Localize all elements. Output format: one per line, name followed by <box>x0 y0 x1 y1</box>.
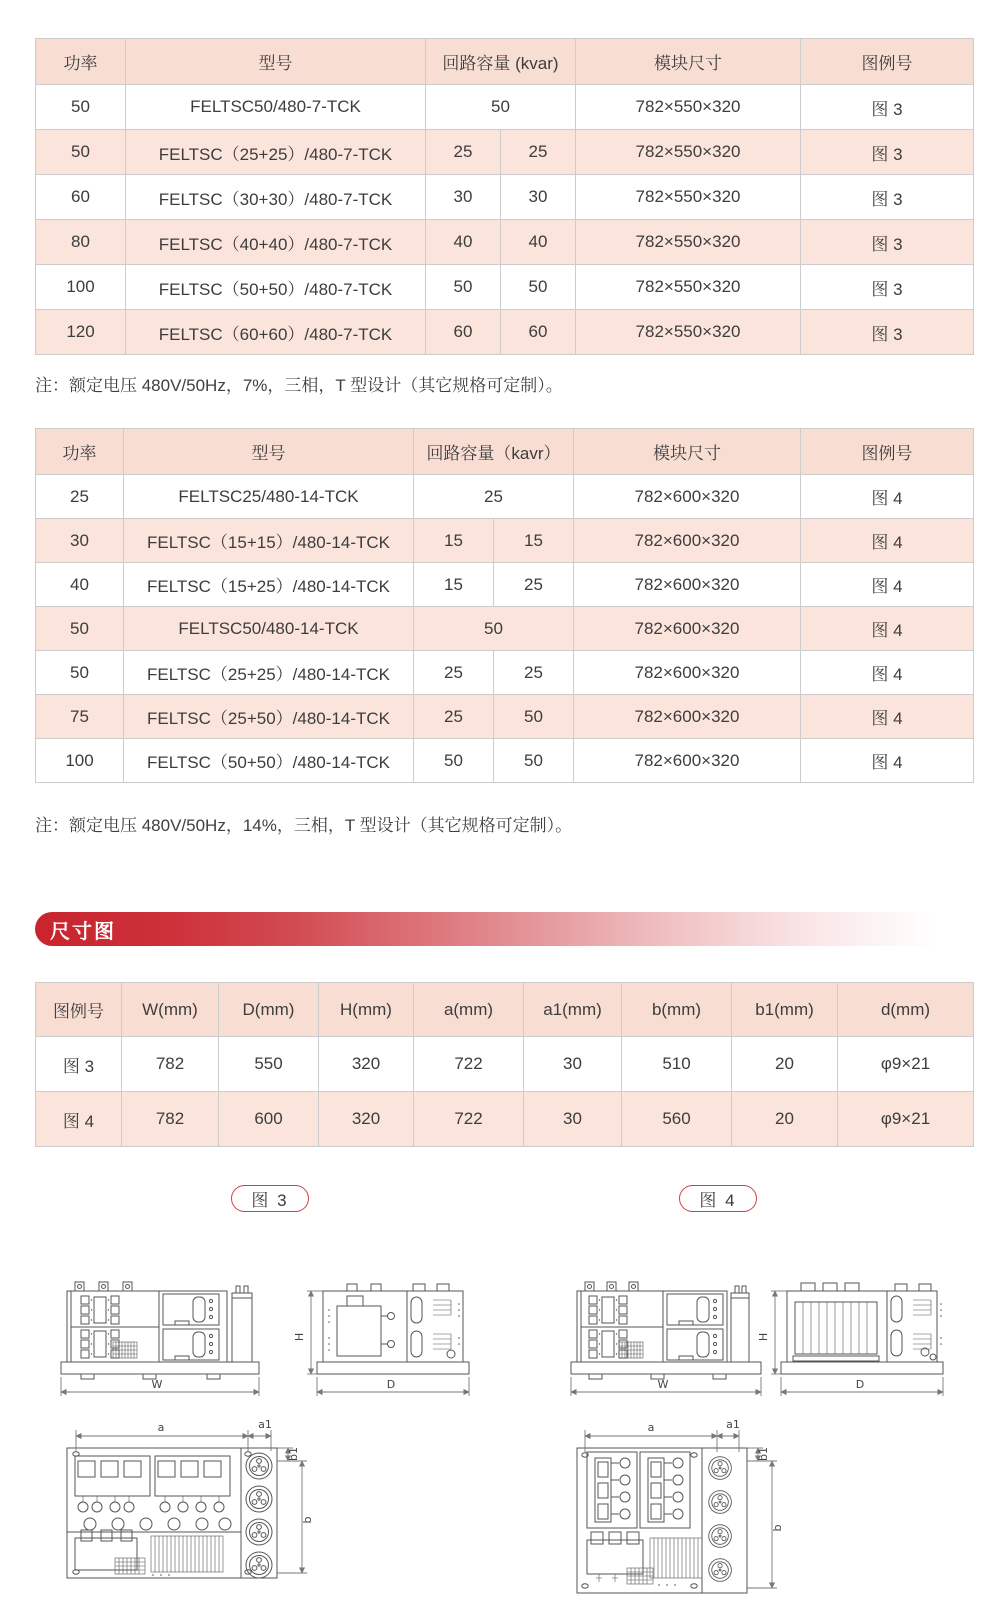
col-header-capacity: 回路容量（kavr） <box>414 429 574 475</box>
figure-cell: 图 4 <box>36 1092 122 1147</box>
size-cell: 782×600×320 <box>574 519 801 563</box>
figure4-pill-label <box>679 1185 757 1212</box>
size-cell: 782×550×320 <box>576 220 801 265</box>
capacity-cell: 25 <box>494 651 574 695</box>
svg-text:a: a <box>647 1421 655 1434</box>
size-cell: 782×600×320 <box>574 651 801 695</box>
figure4-d-dimension <box>781 1377 943 1396</box>
table-row <box>36 310 974 355</box>
size-cell: 782×550×320 <box>576 265 801 310</box>
table-row <box>36 220 974 265</box>
dimension-table <box>35 982 974 1147</box>
svg-text:b1: b1 <box>287 1447 300 1461</box>
a-cell: 722 <box>414 1092 524 1147</box>
figure-cell: 图 3 <box>801 310 974 355</box>
capacity-cell: 15 <box>494 519 574 563</box>
capacity-cell: 25 <box>414 651 494 695</box>
capacity-cell: 60 <box>501 310 576 355</box>
capacity-cell: 60 <box>426 310 501 355</box>
w-cell: 782 <box>122 1037 219 1092</box>
figure-cell: 图 4 <box>801 563 974 607</box>
capacity-cell: 25 <box>414 695 494 739</box>
table-row <box>36 130 974 175</box>
figure-cell: 图 4 <box>801 519 974 563</box>
table-row <box>36 519 974 563</box>
col-header-b: b(mm) <box>622 983 732 1037</box>
capacity-cell: 50 <box>501 265 576 310</box>
size-cell: 782×550×320 <box>576 310 801 355</box>
svg-text:H: H <box>293 1332 306 1342</box>
figure3-b-dimension <box>277 1447 314 1573</box>
power-cell: 50 <box>36 85 126 130</box>
svg-text:D: D <box>855 1378 865 1391</box>
capacity-cell: 50 <box>426 265 501 310</box>
model-cell: FELTSC（25+25）/480-7-TCK <box>126 130 426 175</box>
capacity-cell: 30 <box>501 175 576 220</box>
svg-text:H: H <box>757 1332 770 1342</box>
h-cell: 320 <box>319 1092 414 1147</box>
power-cell: 60 <box>36 175 126 220</box>
figure3-label: 图 3 <box>251 1191 289 1210</box>
svg-text:b: b <box>301 1516 314 1524</box>
capacity-cell: 15 <box>414 563 494 607</box>
figure-cell: 图 3 <box>801 85 974 130</box>
capacity-table-7pct <box>35 38 974 355</box>
col-header-a: a(mm) <box>414 983 524 1037</box>
power-cell: 100 <box>36 739 124 783</box>
figure4-w-dimension <box>571 1377 761 1396</box>
figure-cell: 图 4 <box>801 475 974 519</box>
h-cell: 320 <box>319 1037 414 1092</box>
model-cell: FELTSC（60+60）/480-7-TCK <box>126 310 426 355</box>
d-cell: 550 <box>219 1037 319 1092</box>
figure-cell: 图 4 <box>801 695 974 739</box>
capacity-cell: 50 <box>494 739 574 783</box>
table-row <box>36 607 974 651</box>
figure-cell: 图 4 <box>801 651 974 695</box>
svg-text:b: b <box>771 1524 784 1532</box>
dhole-cell: φ9×21 <box>838 1037 974 1092</box>
table-row <box>36 175 974 220</box>
size-cell: 782×600×320 <box>574 475 801 519</box>
capacity-cell: 25 <box>426 130 501 175</box>
figure-cell: 图 3 <box>801 265 974 310</box>
figure4-b-dimension <box>747 1447 784 1588</box>
power-cell: 100 <box>36 265 126 310</box>
model-cell: FELTSC（50+50）/480-14-TCK <box>124 739 414 783</box>
col-header-a1: a1(mm) <box>524 983 622 1037</box>
power-cell: 50 <box>36 130 126 175</box>
figure4-side-view <box>781 1283 943 1374</box>
table-row <box>36 1092 974 1147</box>
model-cell: FELTSC25/480-14-TCK <box>124 475 414 519</box>
table-row <box>36 563 974 607</box>
capacity-cell: 25 <box>494 563 574 607</box>
figure3-d-dimension <box>317 1377 469 1396</box>
svg-text:W: W <box>151 1378 163 1391</box>
size-cell: 782×550×320 <box>576 85 801 130</box>
section-banner-dimensions <box>35 912 963 946</box>
svg-text:a1: a1 <box>258 1418 272 1431</box>
power-cell: 25 <box>36 475 124 519</box>
section-banner-title: 尺寸图 <box>50 920 116 943</box>
capacity-cell: 50 <box>414 739 494 783</box>
col-header-figure: 图例号 <box>36 983 122 1037</box>
figure3-a-dimension <box>76 1418 272 1451</box>
model-cell: FELTSC（25+25）/480-14-TCK <box>124 651 414 695</box>
table-row <box>36 739 974 783</box>
figure-cell: 图 3 <box>801 220 974 265</box>
col-header-d: D(mm) <box>219 983 319 1037</box>
svg-text:b1: b1 <box>757 1447 770 1461</box>
col-header-power: 功率 <box>36 39 126 85</box>
capacity-table-14pct <box>35 428 974 783</box>
figure-cell: 图 4 <box>801 739 974 783</box>
size-cell: 782×600×320 <box>574 607 801 651</box>
model-cell: FELTSC50/480-7-TCK <box>126 85 426 130</box>
a-cell: 722 <box>414 1037 524 1092</box>
table-row <box>36 695 974 739</box>
size-cell: 782×600×320 <box>574 563 801 607</box>
figure3-side-view <box>317 1284 469 1374</box>
col-header-size: 模块尺寸 <box>574 429 801 475</box>
size-cell: 782×550×320 <box>576 175 801 220</box>
b-cell: 560 <box>622 1092 732 1147</box>
dhole-cell: φ9×21 <box>838 1092 974 1147</box>
b1-cell: 20 <box>732 1092 838 1147</box>
b-cell: 510 <box>622 1037 732 1092</box>
col-header-h: H(mm) <box>319 983 414 1037</box>
figure3-technical-drawing <box>55 1280 485 1610</box>
figure4-top-view <box>577 1448 747 1593</box>
d-cell: 600 <box>219 1092 319 1147</box>
col-header-dhole: d(mm) <box>838 983 974 1037</box>
figure4-front-view <box>571 1282 761 1379</box>
model-cell: FELTSC（30+30）/480-7-TCK <box>126 175 426 220</box>
figure4-a-dimension <box>585 1418 740 1452</box>
col-header-figure: 图例号 <box>801 429 974 475</box>
table-row <box>36 1037 974 1092</box>
table-row <box>36 85 974 130</box>
table-header-row <box>36 39 974 85</box>
figure3-top-view <box>67 1448 277 1578</box>
col-header-figure: 图例号 <box>801 39 974 85</box>
col-header-power: 功率 <box>36 429 124 475</box>
capacity-cell: 25 <box>414 475 574 519</box>
size-cell: 782×600×320 <box>574 695 801 739</box>
power-cell: 80 <box>36 220 126 265</box>
figure-cell: 图 3 <box>36 1037 122 1092</box>
col-header-w: W(mm) <box>122 983 219 1037</box>
figure-cell: 图 4 <box>801 607 974 651</box>
note-14pct: 注：额定电压 480V/50Hz，14%，三相，T 型设计（其它规格可定制）。 <box>35 816 573 835</box>
col-header-b1: b1(mm) <box>732 983 838 1037</box>
capacity-cell: 30 <box>426 175 501 220</box>
power-cell: 50 <box>36 607 124 651</box>
capacity-cell: 40 <box>501 220 576 265</box>
power-cell: 75 <box>36 695 124 739</box>
capacity-cell: 50 <box>494 695 574 739</box>
figure3-pill-label <box>231 1185 309 1212</box>
table-header-row <box>36 429 974 475</box>
col-header-size: 模块尺寸 <box>576 39 801 85</box>
svg-text:a1: a1 <box>726 1418 740 1431</box>
figure3-front-view <box>61 1282 259 1379</box>
size-cell: 782×600×320 <box>574 739 801 783</box>
size-cell: 782×550×320 <box>576 130 801 175</box>
table-row <box>36 475 974 519</box>
capacity-cell: 50 <box>426 85 576 130</box>
col-header-model: 型号 <box>124 429 414 475</box>
model-cell: FELTSC（25+50）/480-14-TCK <box>124 695 414 739</box>
figure3-w-dimension <box>61 1377 259 1396</box>
a1-cell: 30 <box>524 1037 622 1092</box>
figure4-technical-drawing <box>555 1280 985 1618</box>
svg-text:D: D <box>386 1378 396 1391</box>
capacity-cell: 25 <box>501 130 576 175</box>
power-cell: 30 <box>36 519 124 563</box>
table-row <box>36 651 974 695</box>
capacity-cell: 40 <box>426 220 501 265</box>
capacity-cell: 50 <box>414 607 574 651</box>
power-cell: 120 <box>36 310 126 355</box>
b1-cell: 20 <box>732 1037 838 1092</box>
model-cell: FELTSC（15+15）/480-14-TCK <box>124 519 414 563</box>
capacity-cell: 15 <box>414 519 494 563</box>
figure-cell: 图 3 <box>801 130 974 175</box>
a1-cell: 30 <box>524 1092 622 1147</box>
w-cell: 782 <box>122 1092 219 1147</box>
figure-cell: 图 3 <box>801 175 974 220</box>
svg-text:W: W <box>657 1378 669 1391</box>
model-cell: FELTSC（15+25）/480-14-TCK <box>124 563 414 607</box>
model-cell: FELTSC（40+40）/480-7-TCK <box>126 220 426 265</box>
model-cell: FELTSC50/480-14-TCK <box>124 607 414 651</box>
model-cell: FELTSC（50+50）/480-7-TCK <box>126 265 426 310</box>
note-7pct: 注：额定电压 480V/50Hz，7%，三相，T 型设计（其它规格可定制）。 <box>35 376 563 395</box>
table-row <box>36 265 974 310</box>
col-header-capacity: 回路容量 (kvar) <box>426 39 576 85</box>
col-header-model: 型号 <box>126 39 426 85</box>
svg-text:a: a <box>157 1421 165 1434</box>
power-cell: 50 <box>36 651 124 695</box>
table-header-row <box>36 983 974 1037</box>
figure4-label: 图 4 <box>699 1191 737 1210</box>
power-cell: 40 <box>36 563 124 607</box>
